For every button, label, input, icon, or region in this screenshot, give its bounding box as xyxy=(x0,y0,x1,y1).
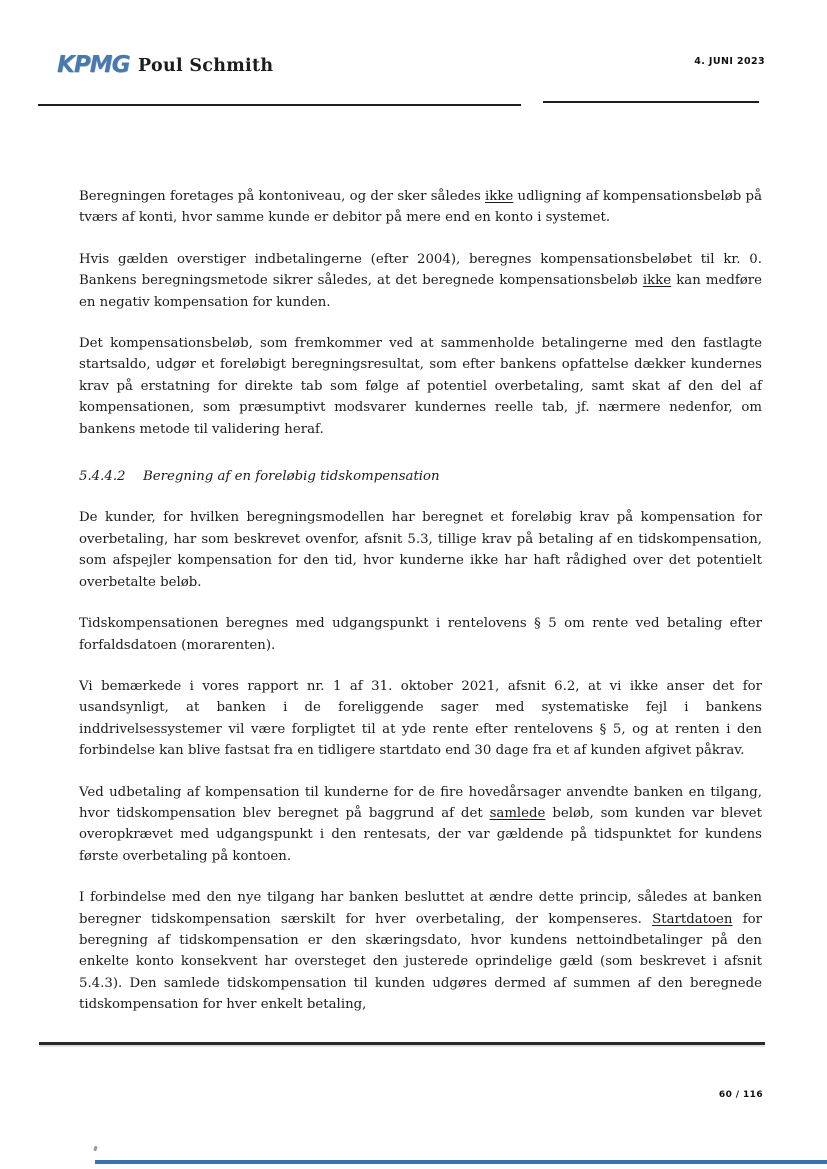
footer-rule xyxy=(39,1042,765,1045)
text-segment: Vi bemærkede i vores rapport nr. 1 af 31. oktober 2021, afsnit 6.2, at vi ikke anser det for usandsynligt, at banken i de foreliggende sager med systematiske fejl i bankens inddrivelsessystemer vil være forpligtet til at yde rente efter rentelovens § 5, og at renten i den forbindelse kan blive fastsat fra en tidligere startdato end 30 dage fra et af kunden afgivet påkrav. xyxy=(79,678,762,759)
paragraph xyxy=(79,782,762,868)
text-segment: beløb, som kunden var blevet overopkrævet med udgangspunkt i den rentesats, der var gældende på tidspunktet for kundens første overbetaling på kontoen. xyxy=(79,805,762,864)
underlined-text: Startdatoen xyxy=(652,911,733,927)
underlined-text: ikke xyxy=(485,189,514,204)
text-segment: Det kompensationsbeløb, som fremkommer ved at sammenholde betalingerne med den fastlagte startsaldo, udgør et foreløbigt beregningsresultat, som efter bankens opfattelse dækker kundernes krav på erstatning for direkte tab som følge af potentiel overbetaling, samt skat af den del af kompensationen, som præsumptivt modsvarer kundernes reelle tab, jf. nærmere nedenfor, om bankens metode til validering heraf. xyxy=(79,336,762,437)
paragraph xyxy=(79,507,762,593)
text-segment: kan medføre en negativ kompensation for kunden. xyxy=(79,273,762,310)
header-rule-right xyxy=(543,101,759,103)
text-segment: for beregning af tidskompensation er den skæringsdato, hvor kundens nettoindbetalinger på den enkelte konto konsekvent har oversteget den justerede oprindelige gæld (som beskrevet i afsnit 5.4.3). Den samlede tidskompensation til kunden udgøres dermed af summen af den beregnede tidskompensation for hver enkelt betaling, xyxy=(79,911,762,1013)
underlined-text: samlede xyxy=(489,805,546,821)
paragraph xyxy=(79,249,762,313)
text-segment: Beregningen foretages på kontoniveau, og der sker således xyxy=(79,189,486,204)
text-segment: I forbindelse med den nye tilgang har banken besluttet at ændre dette princip, således at banken beregner tidskompensation særskilt for hver overbetaling, der kompenseres. xyxy=(79,890,762,927)
section-heading xyxy=(79,466,762,487)
header-rule-left xyxy=(38,104,521,106)
section-title: Beregning af en foreløbig tidskompensation xyxy=(143,469,440,485)
body-blocks xyxy=(79,186,762,1036)
page-number: 60 / 116 xyxy=(718,1090,763,1100)
page-header xyxy=(0,0,827,120)
underlined-text: ikke xyxy=(642,273,672,289)
text-segment: Ved udbetaling af kompensation til kunderne for de fire hovedårsager anvendte banken en tilgang, hvor tidskompensation blev beregnet på baggrund af det xyxy=(79,784,762,821)
section-number: 5.4.4.2 xyxy=(79,469,126,485)
scan-blue-line-artifact xyxy=(95,1160,827,1164)
text-segment: Hvis gælden overstiger indbetalingerne (efter 2004), beregnes kompensationsbeløbet til kr. 0. Bankens beregningsmetode sikrer således, at det beregnede kompensationsbeløb xyxy=(79,251,762,289)
scan-speck-artifact xyxy=(93,1146,97,1152)
firm-name: Poul Schmith xyxy=(138,56,274,76)
paragraph xyxy=(79,333,762,440)
kpmg-logo: KPMG xyxy=(57,52,130,78)
text-segment: Tidskompensationen beregnes med udgangspunkt i rentelovens § 5 om rente ved betaling efter forfaldsdatoen (morarenten). xyxy=(79,616,762,653)
paragraph xyxy=(79,613,762,656)
text-segment: udligning af kompensationsbeløb på tværs af konti, hvor samme kunde er debitor på mere end en konto i systemet. xyxy=(79,189,762,226)
paragraph xyxy=(79,887,762,1015)
text-segment: De kunder, for hvilken beregningsmodellen har beregnet et foreløbig krav på kompensation for overbetaling, har som beskrevet ovenfor, afsnit 5.3, tillige krav på betaling af en tidskompensation, som afspejler kompensation for den tid, hvor kunderne ikke har haft rådighed over det potentielt overbetalte beløb. xyxy=(79,510,762,590)
paragraph xyxy=(79,676,762,762)
paragraph xyxy=(79,186,762,229)
header-date: 4. JUNI 2023 xyxy=(694,56,765,67)
